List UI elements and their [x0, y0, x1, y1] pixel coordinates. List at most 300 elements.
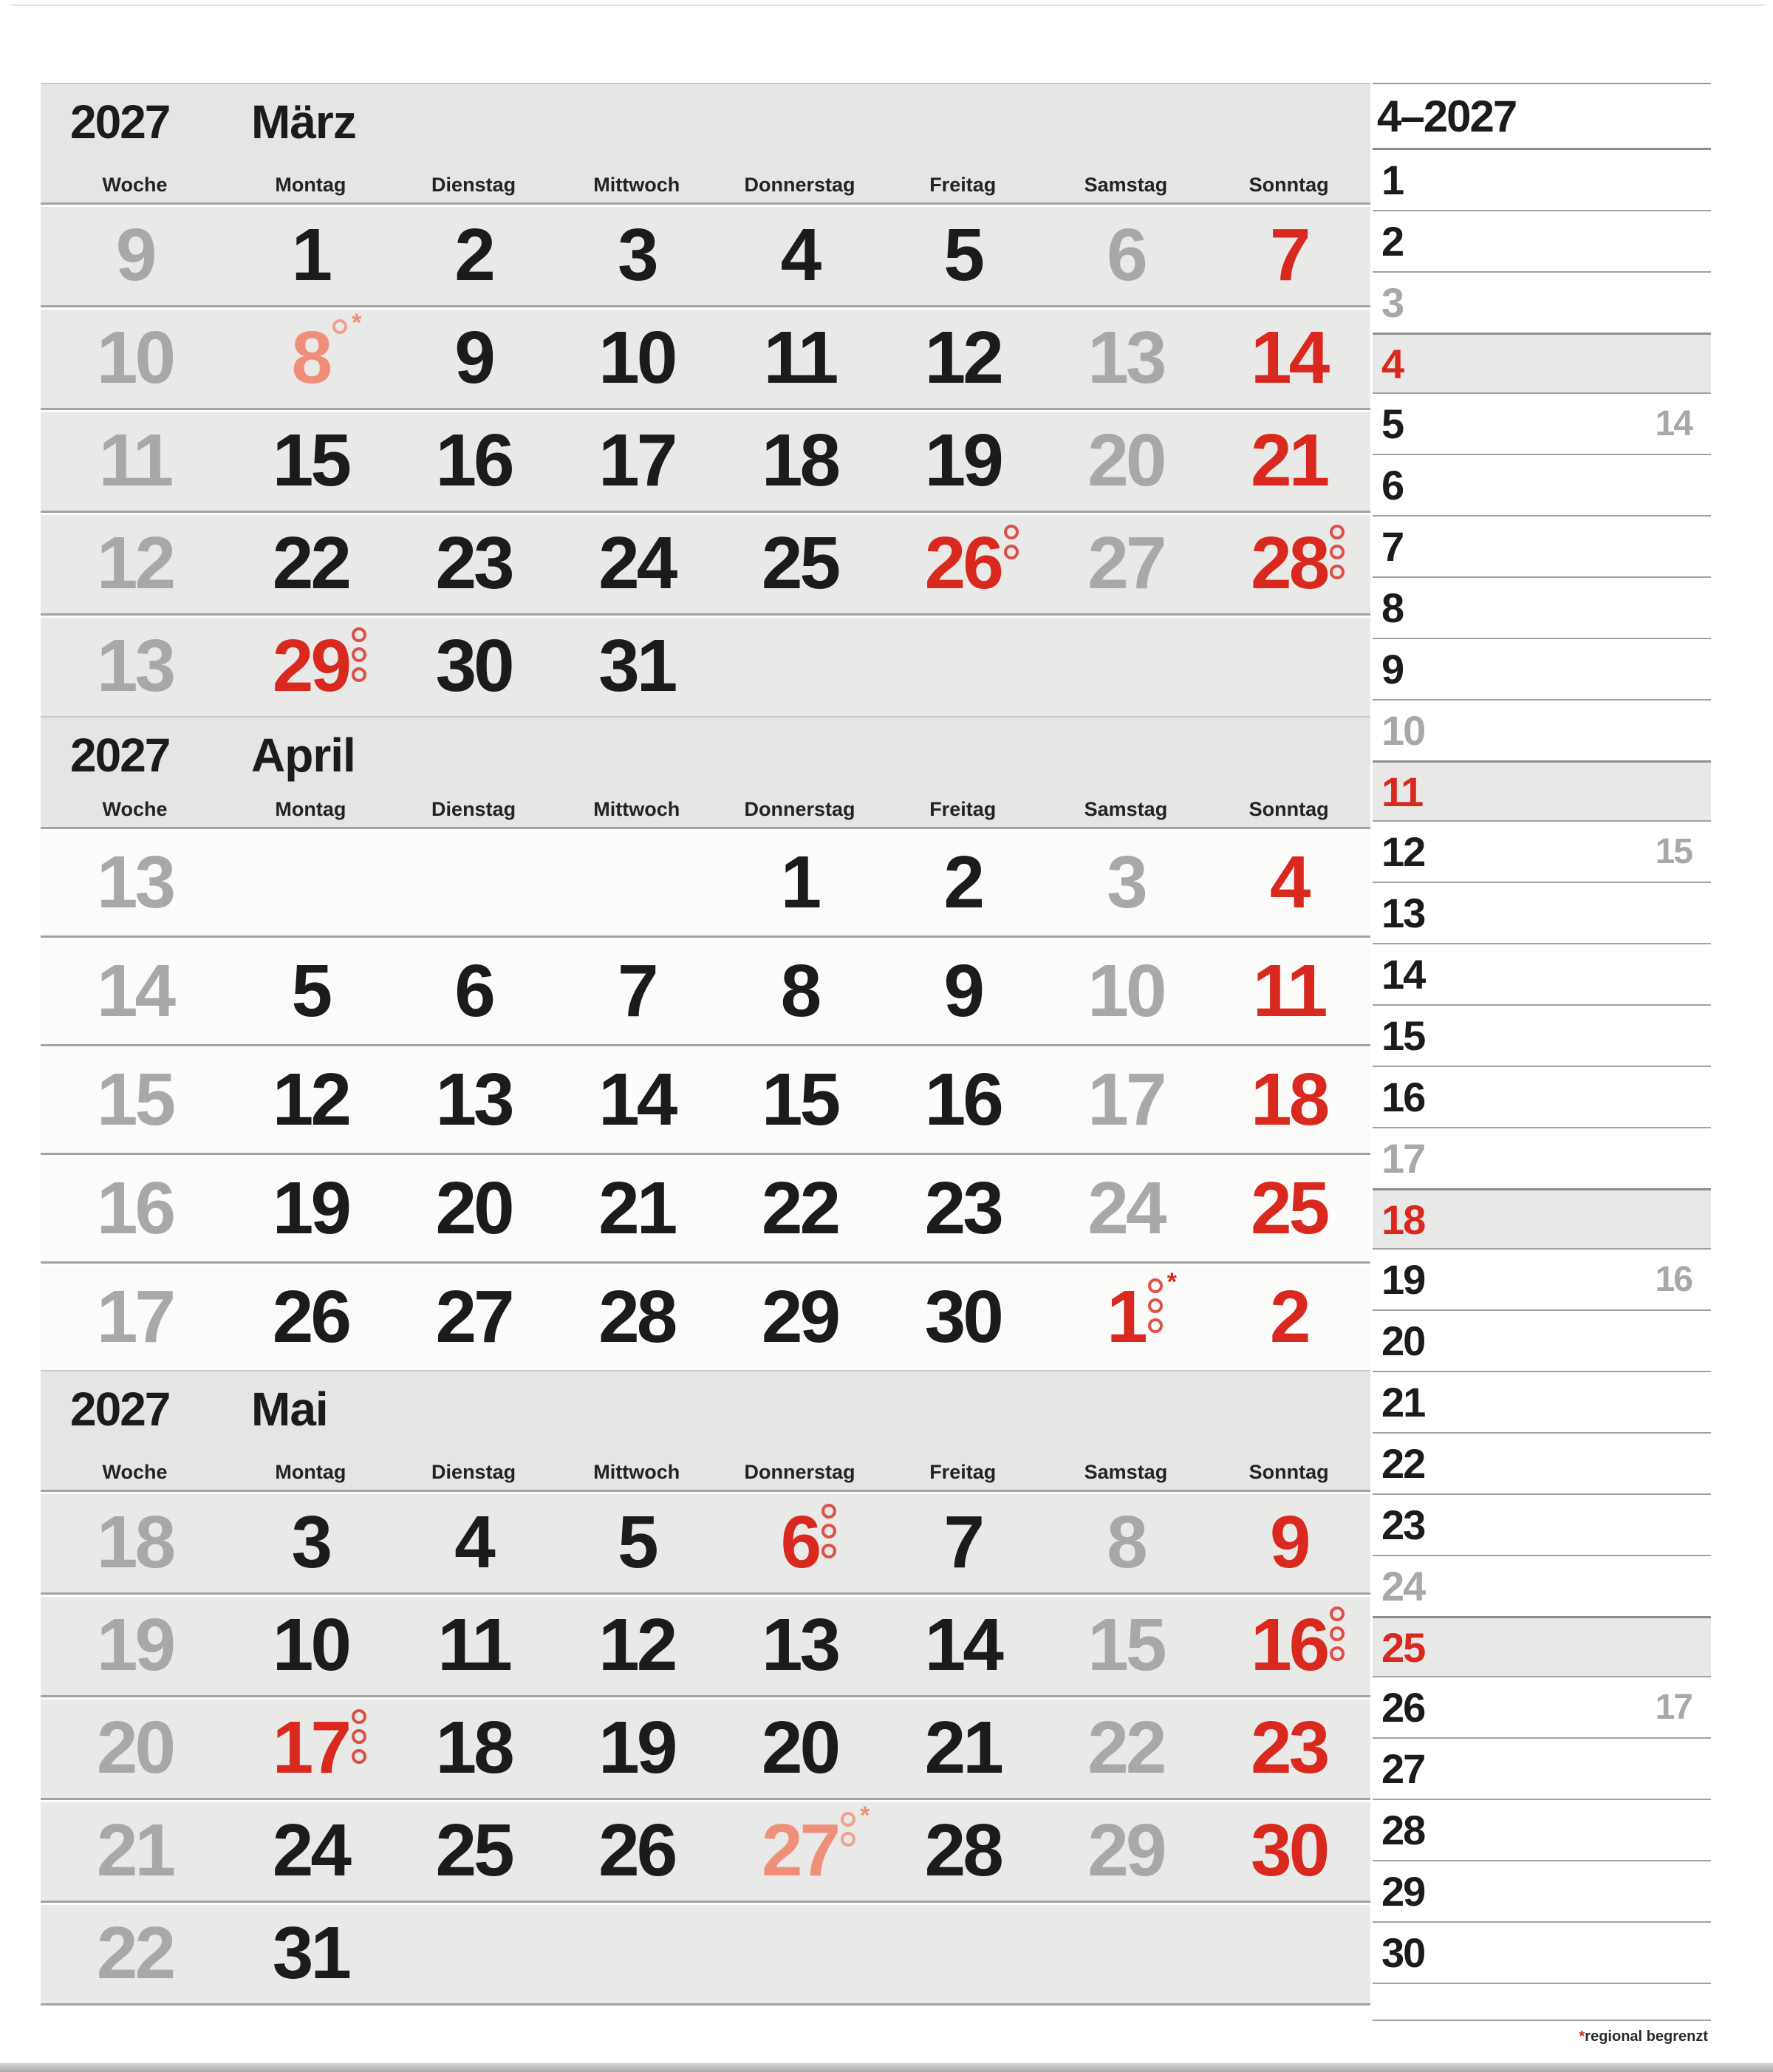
- date-cell: [718, 1264, 881, 1370]
- date-number: 6: [780, 1501, 819, 1584]
- date-number: 8: [291, 316, 330, 399]
- weekday-label-woche: Woche: [102, 798, 168, 820]
- date-cell: [555, 513, 718, 613]
- week-number: [41, 410, 229, 511]
- week-number-wrap: [96, 950, 174, 1032]
- date-cell: [881, 1264, 1045, 1370]
- week-number: [41, 1697, 229, 1798]
- regional-asterisk-icon: *: [860, 1802, 870, 1830]
- date-wrap: [943, 841, 983, 924]
- footnote-asterisk-icon: *: [1579, 2028, 1585, 2045]
- date-cell: [229, 1800, 392, 1901]
- date-number: 16: [435, 419, 512, 502]
- date-wrap: [272, 522, 349, 604]
- date-cell: [229, 205, 392, 305]
- week-number: [41, 1155, 229, 1261]
- strip-day-number: 1: [1381, 157, 1404, 203]
- date-cell: [555, 616, 718, 716]
- strip-day-number: 21: [1381, 1379, 1425, 1425]
- date-cell: [229, 1155, 392, 1261]
- strip-week-number: 17: [1655, 1688, 1692, 1727]
- date-cell: [392, 1800, 556, 1901]
- holiday-markers: [1148, 1278, 1163, 1333]
- week-number-wrap: [96, 1058, 174, 1141]
- strip-day-number: 5: [1381, 401, 1404, 447]
- strip-day-number: 4: [1381, 340, 1404, 387]
- strip-day-row: [1373, 394, 1711, 455]
- date-cell: [881, 307, 1045, 408]
- holiday-marker-icon: [1148, 1318, 1163, 1333]
- strip-day-row: [1373, 517, 1711, 578]
- date-cell: [881, 1595, 1045, 1695]
- week-row: [41, 1490, 1370, 1592]
- date-wrap: [1087, 1706, 1164, 1789]
- month-block-mai: [41, 1370, 1370, 2005]
- date-wrap: [617, 214, 656, 296]
- date-wrap: [598, 522, 675, 604]
- week-number-value: 13: [96, 624, 174, 707]
- date-number: 18: [761, 419, 838, 502]
- date-wrap: [943, 1501, 983, 1584]
- date-cell: [392, 938, 556, 1044]
- date-number: 1: [780, 841, 819, 924]
- date-number: 5: [291, 950, 330, 1032]
- date-wrap: [291, 214, 330, 296]
- holiday-marker-icon: [1004, 525, 1019, 539]
- week-number-value: 14: [96, 950, 174, 1032]
- strip-day-row: [1373, 333, 1711, 394]
- holiday-markers: [352, 1709, 366, 1764]
- week-row: [41, 613, 1370, 716]
- week-row: [41, 1798, 1370, 1901]
- month-year: 2027: [70, 729, 170, 782]
- date-number: 31: [272, 1912, 349, 1994]
- date-wrap: [761, 1058, 838, 1141]
- date-cell: [1207, 1492, 1370, 1592]
- date-number: 22: [761, 1167, 838, 1250]
- date-cell: [555, 205, 718, 305]
- week-row: [41, 1901, 1370, 2005]
- strip-day-row: [1373, 1311, 1711, 1372]
- week-number: [41, 307, 229, 408]
- weekday-label-freitag: Freitag: [929, 174, 997, 196]
- date-wrap: [761, 1275, 838, 1358]
- weekday-label-woche: Woche: [102, 174, 168, 196]
- holiday-markers: [841, 1812, 855, 1847]
- date-wrap: [454, 950, 493, 1032]
- date-number: 18: [1251, 1058, 1328, 1141]
- holiday-marker-icon: [1330, 1626, 1345, 1641]
- holiday-marker-icon: [821, 1544, 836, 1558]
- date-wrap: [1087, 1809, 1164, 1892]
- date-number: 27: [435, 1275, 512, 1358]
- weekday-label-dienstag: Dienstag: [431, 798, 516, 820]
- date-wrap: [924, 1167, 1001, 1250]
- date-number: 8: [780, 950, 819, 1032]
- date-wrap: [598, 1604, 675, 1686]
- date-cell: [1207, 1595, 1370, 1695]
- month-name: April: [251, 729, 355, 782]
- weekday-label-mittwoch: Mittwoch: [593, 798, 680, 820]
- strip-day-number: 16: [1381, 1074, 1425, 1120]
- date-wrap: [1251, 419, 1328, 502]
- date-number: 2: [1269, 1275, 1308, 1358]
- month-year: 2027: [70, 95, 170, 149]
- date-number: 11: [763, 316, 836, 399]
- date-cell: [718, 938, 881, 1044]
- holiday-marker-icon: [1330, 545, 1345, 559]
- date-wrap: [272, 1058, 349, 1141]
- date-number: 29: [761, 1275, 838, 1358]
- date-cell: [881, 1155, 1045, 1261]
- strip-day-row: [1373, 273, 1711, 334]
- strip-day-number: 27: [1381, 1745, 1425, 1792]
- week-number-wrap: [96, 1501, 174, 1584]
- date-cell: [718, 410, 881, 511]
- holiday-marker-icon: [352, 1749, 366, 1764]
- date-cell: [555, 1046, 718, 1153]
- date-cell: [555, 1264, 718, 1370]
- date-number: 30: [435, 624, 512, 707]
- date-cell: [1045, 307, 1208, 408]
- date-number: 28: [1251, 522, 1328, 604]
- date-cell: [392, 410, 556, 511]
- strip-day-row: [1373, 1861, 1711, 1923]
- strip-day-number: 22: [1381, 1440, 1425, 1487]
- footnote: [1373, 2028, 1711, 2045]
- strip-day-row: [1373, 455, 1711, 517]
- date-cell: [718, 1046, 881, 1153]
- date-wrap: [598, 624, 675, 707]
- weekday-label-mittwoch: Mittwoch: [593, 1461, 680, 1483]
- date-wrap: [1269, 1275, 1308, 1358]
- empty-cell: [1207, 616, 1370, 716]
- date-cell: [229, 1595, 392, 1695]
- date-cell: [1207, 1264, 1370, 1370]
- footnote-text: regional begrenzt: [1585, 2028, 1708, 2045]
- empty-cell: [229, 829, 392, 936]
- strip-week-number: 16: [1655, 1260, 1692, 1299]
- date-number: 24: [272, 1809, 349, 1892]
- date-wrap: [272, 624, 349, 707]
- date-number: 27: [1087, 522, 1164, 604]
- date-wrap: [1251, 1604, 1328, 1686]
- date-wrap: [435, 624, 512, 707]
- week-number-wrap: [96, 841, 174, 924]
- month-header: [41, 1370, 1370, 1490]
- date-cell: [718, 307, 881, 408]
- date-wrap: [454, 1501, 493, 1584]
- date-cell: [718, 1155, 881, 1261]
- strip-day-number: 24: [1381, 1563, 1425, 1609]
- date-number: 12: [272, 1058, 349, 1141]
- date-number: 30: [1251, 1809, 1328, 1892]
- weekday-label-row: [41, 798, 1370, 821]
- date-number: 4: [454, 1501, 493, 1584]
- date-cell: [718, 829, 881, 936]
- strip-day-number: 2: [1381, 218, 1404, 265]
- date-cell: [1207, 1155, 1370, 1261]
- date-number: 17: [598, 419, 675, 502]
- week-number-value: 16: [96, 1167, 174, 1250]
- strip-day-row: [1373, 1434, 1711, 1495]
- regional-asterisk-icon: *: [1166, 1268, 1177, 1296]
- weekday-label-samstag: Samstag: [1084, 798, 1168, 820]
- date-wrap: [617, 1501, 656, 1584]
- date-cell: [555, 1800, 718, 1901]
- date-number: 17: [272, 1706, 349, 1789]
- strip-day-rows: [1373, 150, 1711, 2021]
- date-number: 29: [1087, 1809, 1164, 1892]
- date-cell: [1045, 513, 1208, 613]
- date-number: 11: [437, 1604, 510, 1686]
- date-wrap: [435, 419, 512, 502]
- date-wrap: [1087, 522, 1164, 604]
- date-wrap: [1251, 1809, 1328, 1892]
- date-cell: [392, 1595, 556, 1695]
- week-row: [41, 1695, 1370, 1798]
- week-number-value: 17: [96, 1275, 174, 1358]
- date-number: 21: [598, 1167, 675, 1250]
- date-cell: [392, 1155, 556, 1261]
- date-number: 22: [272, 522, 349, 604]
- date-wrap: [1269, 214, 1308, 296]
- date-cell: [881, 1046, 1045, 1153]
- date-number: 7: [1269, 214, 1308, 296]
- strip-day-number: 30: [1381, 1929, 1425, 1976]
- date-wrap: [598, 316, 675, 399]
- date-number: 20: [1087, 419, 1164, 502]
- week-number-value: 18: [96, 1501, 174, 1584]
- strip-day-number: 15: [1381, 1012, 1425, 1059]
- week-number-value: 19: [96, 1604, 174, 1686]
- week-row: [41, 1153, 1370, 1261]
- strip-day-number: 28: [1381, 1807, 1425, 1853]
- empty-cell: [555, 1903, 718, 2003]
- date-wrap: [435, 1275, 512, 1358]
- week-row: [41, 936, 1370, 1044]
- date-number: 26: [598, 1809, 675, 1892]
- week-number-wrap: [98, 419, 171, 502]
- date-cell: [392, 513, 556, 613]
- date-cell: [881, 938, 1045, 1044]
- week-row: [41, 1261, 1370, 1370]
- date-wrap: [598, 419, 675, 502]
- month-name: März: [251, 95, 356, 149]
- strip-day-number: 8: [1381, 585, 1404, 631]
- date-cell: [1207, 307, 1370, 408]
- strip-day-number: 17: [1381, 1135, 1425, 1182]
- week-number-wrap: [96, 1912, 174, 1994]
- strip-day-number: 6: [1381, 462, 1404, 508]
- date-number: 5: [617, 1501, 656, 1584]
- date-cell: [555, 1492, 718, 1592]
- date-number: 29: [272, 624, 349, 707]
- date-wrap: [761, 419, 838, 502]
- date-wrap: [761, 1167, 838, 1250]
- date-cell: [555, 938, 718, 1044]
- date-cell: [1045, 938, 1208, 1044]
- date-wrap: [598, 1275, 675, 1358]
- weekday-label-montag: Montag: [275, 174, 346, 196]
- date-number: 10: [272, 1604, 349, 1686]
- date-cell: [392, 205, 556, 305]
- week-number-value: 12: [96, 522, 174, 604]
- strip-day-row: [1373, 1128, 1711, 1190]
- date-cell: [229, 1697, 392, 1798]
- date-wrap: [291, 1501, 330, 1584]
- date-cell: [1207, 938, 1370, 1044]
- date-wrap: [454, 214, 493, 296]
- date-number: 11: [1252, 950, 1325, 1032]
- week-row: [41, 1592, 1370, 1695]
- date-cell: [392, 1492, 556, 1592]
- weekday-label-montag: Montag: [275, 1461, 346, 1483]
- date-cell: [555, 1155, 718, 1261]
- date-wrap: [1251, 1058, 1328, 1141]
- date-number: 9: [1269, 1501, 1308, 1584]
- strip-day-row: [1373, 1800, 1711, 1861]
- date-cell: [881, 513, 1045, 613]
- date-number: 25: [1251, 1167, 1328, 1250]
- strip-day-row: [1373, 822, 1711, 883]
- date-number: 15: [1087, 1604, 1164, 1686]
- date-cell: [555, 1595, 718, 1695]
- regional-asterisk-icon: *: [352, 309, 362, 337]
- weekday-label-donnerstag: Donnerstag: [744, 174, 855, 196]
- weekday-label-freitag: Freitag: [929, 1461, 997, 1483]
- date-wrap: [761, 1706, 838, 1789]
- date-cell: [881, 829, 1045, 936]
- holiday-marker-icon: [1148, 1298, 1163, 1313]
- date-number: 2: [454, 214, 493, 296]
- date-wrap: [924, 522, 1001, 604]
- week-row: [41, 305, 1370, 408]
- date-wrap: [943, 950, 983, 1032]
- strip-title: 4–2027: [1373, 83, 1711, 150]
- holiday-marker-icon: [1330, 525, 1345, 539]
- date-wrap: [1087, 1058, 1164, 1141]
- date-number: 28: [598, 1275, 675, 1358]
- date-number: 12: [924, 316, 1001, 399]
- strip-day-row: [1373, 1495, 1711, 1556]
- date-cell: [718, 1492, 881, 1592]
- weekday-label-freitag: Freitag: [929, 798, 997, 820]
- week-number-value: 13: [96, 841, 174, 924]
- date-wrap: [272, 419, 349, 502]
- date-wrap: [272, 1912, 349, 1994]
- date-wrap: [943, 214, 983, 296]
- date-wrap: [1269, 841, 1308, 924]
- strip-day-number: 9: [1381, 646, 1404, 692]
- holiday-marker-icon: [352, 1709, 366, 1724]
- week-row: [41, 511, 1370, 613]
- date-cell: [881, 1492, 1045, 1592]
- date-wrap: [780, 950, 819, 1032]
- week-number-value: 22: [96, 1912, 174, 1994]
- date-cell: [1207, 1697, 1370, 1798]
- date-wrap: [1251, 1706, 1328, 1789]
- date-wrap: [1087, 1604, 1164, 1686]
- month-year: 2027: [70, 1383, 170, 1436]
- week-number-wrap: [96, 1809, 174, 1892]
- strip-day-number: 23: [1381, 1502, 1425, 1548]
- date-cell: [1045, 1492, 1208, 1592]
- date-cell: [718, 1595, 881, 1695]
- date-number: 23: [435, 522, 512, 604]
- date-wrap: [780, 841, 819, 924]
- date-number: 20: [435, 1167, 512, 1250]
- date-cell: [1045, 1264, 1208, 1370]
- holiday-marker-icon: [1004, 545, 1019, 559]
- week-number: [41, 1800, 229, 1901]
- week-row: [41, 1044, 1370, 1153]
- week-number-value: 9: [115, 214, 154, 296]
- april-day-strip: [1373, 83, 1711, 2045]
- week-number: [41, 1903, 229, 2003]
- holiday-marker-icon: [352, 647, 366, 662]
- strip-day-row: [1373, 1372, 1711, 1434]
- holiday-markers: [1330, 525, 1345, 579]
- date-cell: [718, 205, 881, 305]
- date-wrap: [291, 950, 330, 1032]
- date-number: 17: [1087, 1058, 1164, 1141]
- week-number-wrap: [96, 316, 174, 399]
- weekday-label-row: [41, 174, 1370, 197]
- date-number: 26: [272, 1275, 349, 1358]
- week-number-wrap: [96, 1167, 174, 1250]
- date-cell: [1045, 1595, 1208, 1695]
- date-number: 18: [435, 1706, 512, 1789]
- strip-day-row: [1373, 1739, 1711, 1800]
- date-number: 23: [1251, 1706, 1328, 1789]
- date-wrap: [924, 1706, 1001, 1789]
- date-number: 22: [1087, 1706, 1164, 1789]
- week-row: [41, 827, 1370, 936]
- week-number-wrap: [115, 214, 154, 296]
- date-wrap: [1107, 1501, 1145, 1584]
- month-header: [41, 716, 1370, 827]
- week-number-wrap: [96, 522, 174, 604]
- strip-day-number: 25: [1381, 1623, 1425, 1671]
- strip-day-number: 13: [1381, 890, 1425, 936]
- strip-day-row: [1373, 1250, 1711, 1311]
- date-number: 13: [435, 1058, 512, 1141]
- date-cell: [881, 1697, 1045, 1798]
- date-number: 8: [1107, 1501, 1145, 1584]
- empty-cell: [718, 616, 881, 716]
- date-cell: [718, 1697, 881, 1798]
- date-number: 10: [598, 316, 675, 399]
- strip-day-number: 20: [1381, 1318, 1425, 1364]
- date-wrap: [761, 1604, 838, 1686]
- date-cell: [392, 1264, 556, 1370]
- date-number: 7: [943, 1501, 983, 1584]
- date-cell: [392, 1046, 556, 1153]
- week-number: [41, 1046, 229, 1153]
- weekday-label-mittwoch: Mittwoch: [593, 174, 680, 196]
- date-number: 10: [1087, 950, 1164, 1032]
- week-number: [41, 616, 229, 716]
- holiday-markers: [352, 627, 366, 682]
- week-number: [41, 205, 229, 305]
- date-number: 3: [1107, 841, 1145, 924]
- date-number: 16: [1251, 1604, 1328, 1686]
- three-month-calendar: [41, 83, 1370, 2005]
- holiday-marker-icon: [1330, 1646, 1345, 1661]
- week-number-wrap: [96, 1275, 174, 1358]
- date-wrap: [1269, 1501, 1308, 1584]
